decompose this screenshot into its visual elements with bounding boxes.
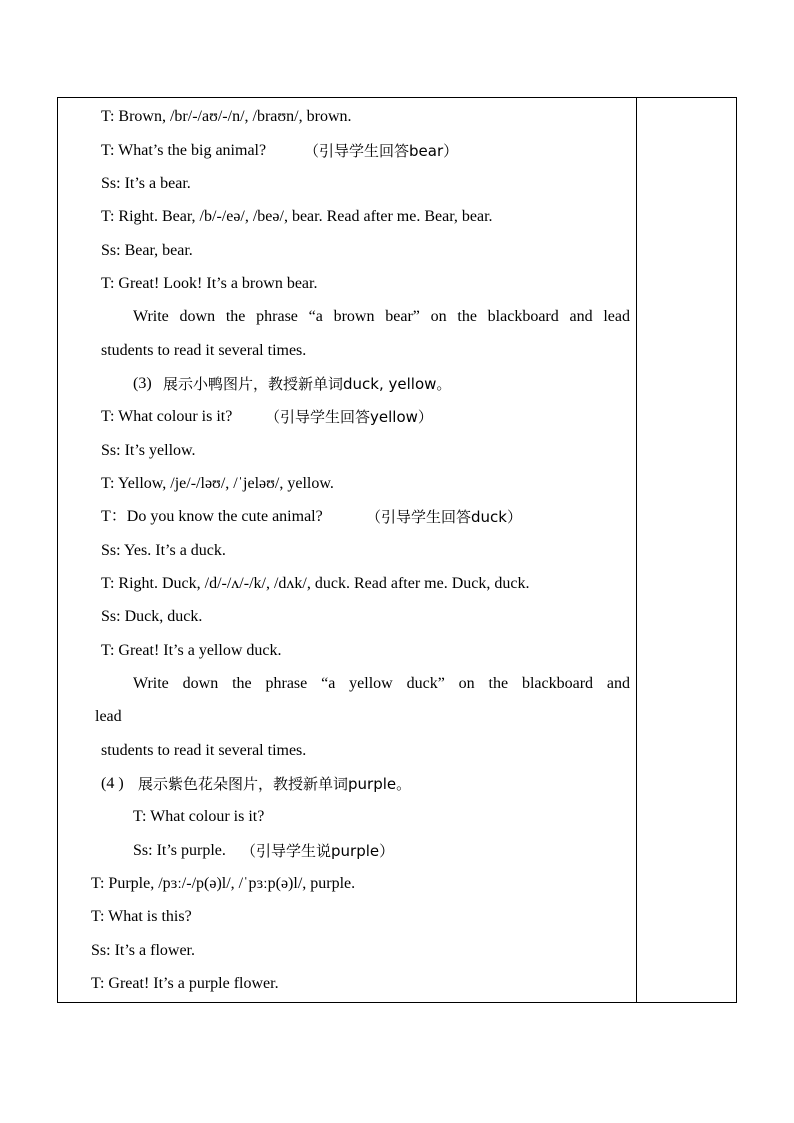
dialogue-line: Ss: It’s purple. — [133, 842, 226, 859]
dialogue-line: T: Right. Bear, /b/-/eə/, /beə/, bear. Read after me. Bear, bear. — [101, 208, 493, 225]
dialogue-line: T: Great! It’s a yellow duck. — [101, 642, 282, 659]
dialogue-line: T: What is this? — [91, 908, 192, 925]
teacher-note: （引导学生回答bear） — [304, 142, 459, 160]
instruction-line: students to read it several times. — [101, 342, 307, 359]
instruction-line: students to read it several times. — [101, 742, 307, 759]
remarks-column-cell — [638, 98, 736, 1002]
instruction-line: Write down the phrase “a brown bear” on the blackboard and lead — [133, 308, 630, 325]
dialogue-line: T: What colour is it? — [133, 808, 265, 825]
dialogue-line: T: Right. Duck, /d/-/ʌ/-/k/, /dʌk/, duck. Read after me. Duck, duck. — [101, 575, 530, 592]
dialogue-line: T：Do you know the cute animal? — [101, 508, 323, 525]
step-number: (3) — [133, 375, 152, 392]
dialogue-line: Ss: Bear, bear. — [101, 242, 193, 259]
step-number: (4 ) — [101, 775, 124, 792]
teacher-note: （引导学生回答duck） — [366, 508, 522, 526]
teacher-note: （引导学生说purple） — [241, 842, 395, 860]
dialogue-line: Ss: It’s a flower. — [91, 942, 195, 959]
dialogue-line: T: Great! It’s a purple flower. — [91, 975, 279, 992]
teacher-note: （引导学生回答yellow） — [265, 408, 433, 426]
dialogue-line: Ss: Yes. It’s a duck. — [101, 542, 226, 559]
instruction-line: lead — [95, 708, 122, 725]
instruction-line: Write down the phrase “a yellow duck” on the blackboard and — [133, 675, 630, 692]
dialogue-line: T: Brown, /br/-/aʊ/-/n/, /braʊn/, brown. — [101, 108, 352, 125]
dialogue-line: T: Yellow, /je/-/ləʊ/, /ˈjeləʊ/, yellow. — [101, 475, 334, 492]
dialogue-line: T: What’s the big animal? — [101, 142, 267, 159]
table-column-divider — [636, 97, 637, 1003]
dialogue-line: Ss: It’s yellow. — [101, 442, 196, 459]
dialogue-line: T: Purple, /pɜː/-/p(ə)l/, /ˈpɜːp(ə)l/, purple. — [91, 875, 356, 892]
dialogue-line: Ss: Duck, duck. — [101, 608, 203, 625]
dialogue-line: T: What colour is it? — [101, 408, 233, 425]
step-heading: 展示紫色花朵图片，教授新单词purple。 — [138, 775, 412, 793]
step-heading: 展示小鸭图片，教授新单词duck, yellow。 — [163, 375, 452, 393]
dialogue-line: Ss: It’s a bear. — [101, 175, 191, 192]
dialogue-line: T: Great! Look! It’s a brown bear. — [101, 275, 318, 292]
